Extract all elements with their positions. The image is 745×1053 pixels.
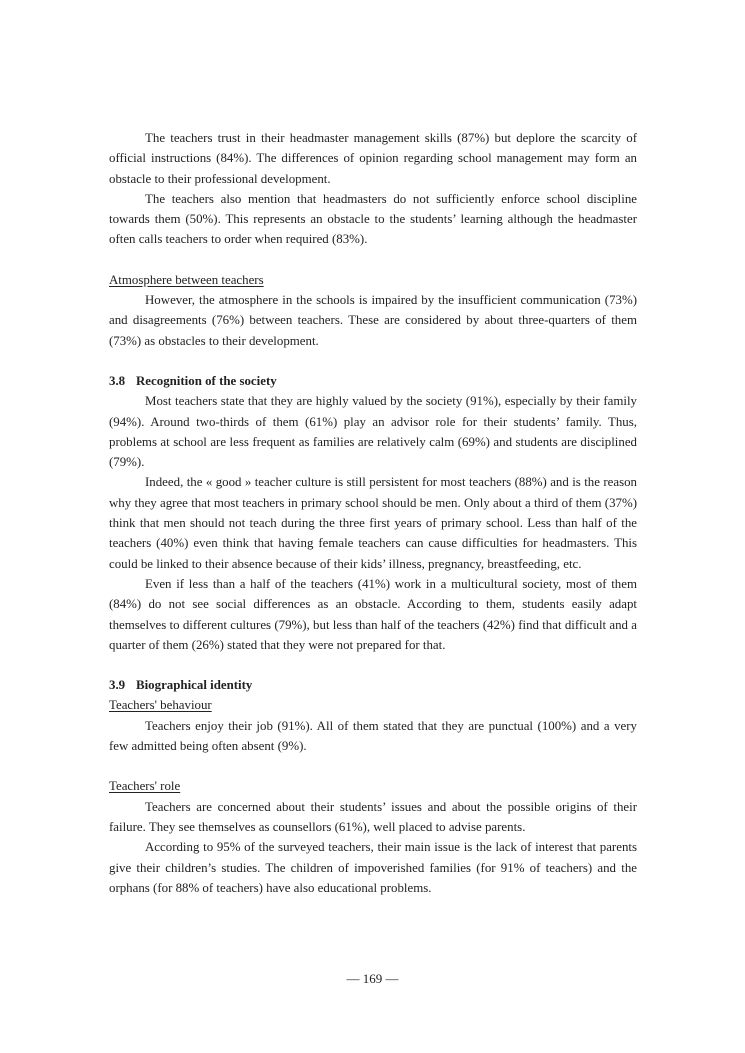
spacer xyxy=(109,351,637,371)
section-title: Biographical identity xyxy=(136,678,253,693)
behaviour-paragraph-1: Teachers enjoy their job (91%). All of them stated that they are punctual (100%) and a very few admitted being often absent (9%). xyxy=(109,718,637,754)
section-heading-3-9 xyxy=(109,675,637,695)
spacer xyxy=(109,250,637,270)
subheading-atmosphere: Atmosphere between teachers xyxy=(109,272,264,287)
section-title: Recognition of the society xyxy=(136,373,277,388)
section-3-8-paragraph-2: Indeed, the « good » teacher culture is still persistent for most teachers (88%) and is the reason why they agree that most teachers in primary school should be men. Only about a third of them (37%) think that men should not teach during the three first years of primary school. Less than half of the teachers (40%) even think that having female teachers can cause difficulties for headmasters. This could be linked to their absence because of their kids’ illness, pregnancy, breastfeeding, etc. xyxy=(109,475,637,571)
role-paragraph-1: Teachers are concerned about their students’ issues and about the possible origins of their failure. They see themselves as counsellors (61%), well placed to advise parents. xyxy=(109,799,637,834)
atmosphere-paragraph-1: However, the atmosphere in the schools is impaired by the insufficient communication (73%) and disagreements (76%) between teachers. These are considered by about three-quarters of them (73%) as obstacles to their development. xyxy=(109,293,637,348)
spacer xyxy=(109,756,637,776)
section-number: 3.8 xyxy=(109,373,126,388)
spacer xyxy=(109,655,637,675)
section-3-8-paragraph-3: Even if less than a half of the teachers (41%) work in a multicultural society, most of them (84%) do not see social differences as an obstacle. According to them, students easily adapt themselves to different cultures (79%), but less than half of the teachers (42%) find that difficult and a quarter of them (26%) stated that they were not prepared for that. xyxy=(109,576,637,652)
subheading-role: Teachers' role xyxy=(109,779,181,794)
page-number: — 169 — xyxy=(346,971,399,986)
subheading-behaviour: Teachers' behaviour xyxy=(109,698,212,713)
section-3-8-paragraph-1: Most teachers state that they are highly valued by the society (91%), especially by their family (94%). Around two-thirds of them (61%) play an advisor role for their students’ family. Thus, problems at school are less frequent as families are relatively calm (69%) and students are disciplined (79%). xyxy=(109,394,637,470)
role-paragraph-2: According to 95% of the surveyed teachers, their main issue is the lack of interest that parents give their children’s studies. The children of impoverished families (for 91% of teachers) and the orphans (for 88% of teachers) have also educational problems. xyxy=(109,840,637,895)
page-body xyxy=(109,128,637,898)
section-heading-3-8 xyxy=(109,371,637,391)
intro-paragraph-1: The teachers trust in their headmaster management skills (87%) but deplore the scarcity of official instructions (84%). The differences of opinion regarding school management may form an obstacle to their professional development. xyxy=(109,131,637,186)
section-number: 3.9 xyxy=(109,678,126,693)
intro-paragraph-2: The teachers also mention that headmasters do not sufficiently enforce school discipline towards them (50%). This represents an obstacle to the students’ learning although the headmaster often calls teachers to order when required (83%). xyxy=(109,191,637,247)
